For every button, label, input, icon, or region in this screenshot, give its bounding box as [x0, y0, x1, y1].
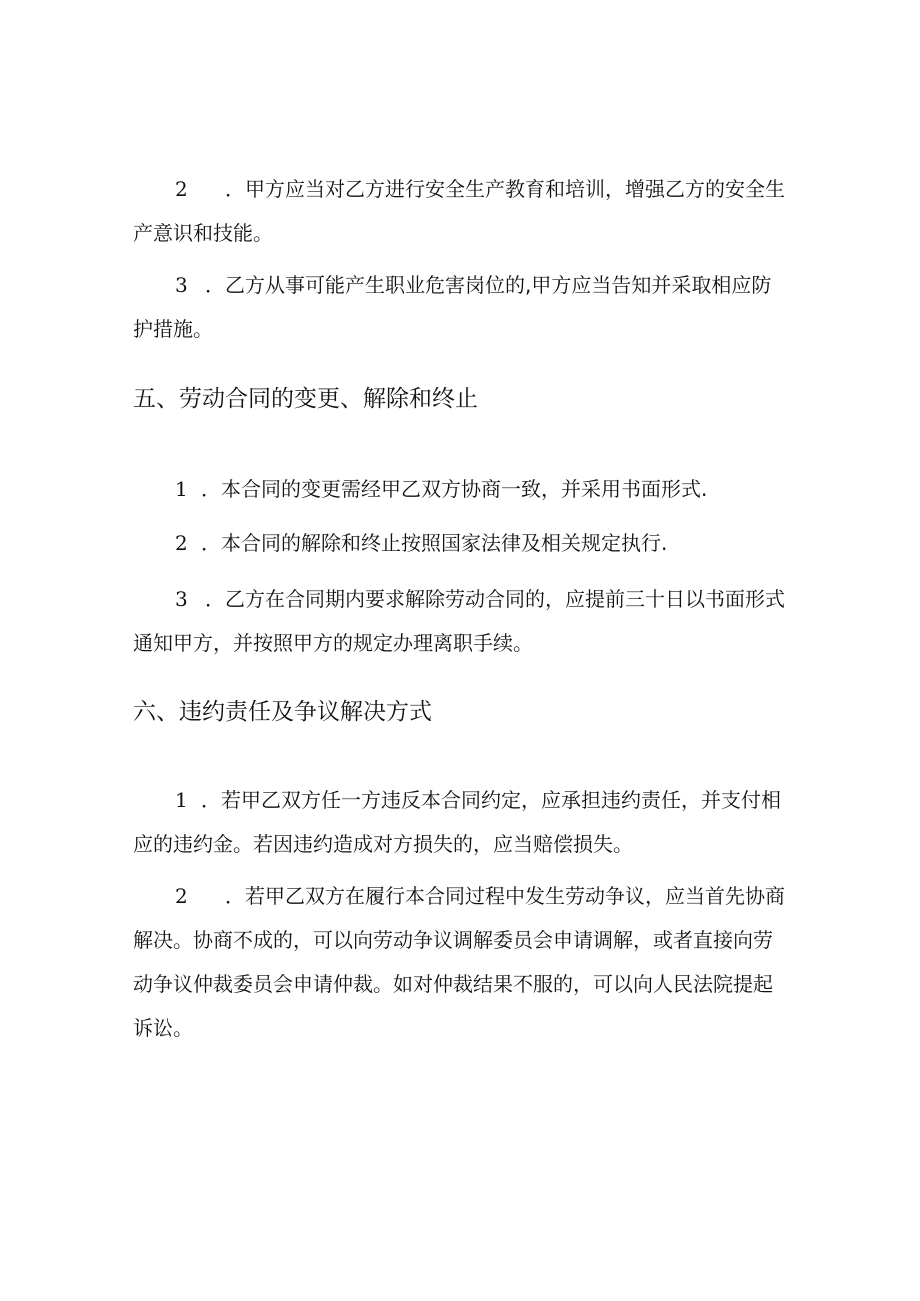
- clause-number: 2: [175, 177, 188, 201]
- clause-text-line: 产意识和技能。: [133, 221, 273, 245]
- clause-text-line: ．若甲乙双方在履行本合同过程中发生劳动争议，应当首先协商: [225, 884, 785, 908]
- clause-text-line: 动争议仲裁委员会申请仲裁。如对仲裁结果不服的，可以向人民法院提起: [133, 972, 773, 996]
- clause-text-line: ．本合同的解除和终止按照国家法律及相关规定执行.: [201, 531, 668, 555]
- clause-text-line: ．本合同的变更需经甲乙双方协商一致，并采用书面形式.: [201, 477, 708, 501]
- clause-number: 3: [175, 587, 188, 611]
- clause-number: 2: [175, 884, 188, 908]
- section-heading-contract-change: 五、劳动合同的变更、解除和终止: [133, 386, 478, 412]
- clause-text-line: ．若甲乙双方任一方违反本合同约定，应承担违约责任，并支付相: [201, 788, 781, 812]
- clause-text-line: ．乙方从事可能产生职业危害岗位的,甲方应当告知并采取相应防: [205, 273, 772, 297]
- clause-text-line: 护措施。: [133, 317, 213, 341]
- clause-text-line: ．乙方在合同期内要求解除劳动合同的，应提前三十日以书面形式: [205, 587, 785, 611]
- clause-number: 2: [175, 531, 188, 555]
- clause-text-line: ．甲方应当对乙方进行安全生产教育和培训，增强乙方的安全生: [225, 177, 785, 201]
- clause-number: 3: [175, 273, 188, 297]
- clause-number: 1: [175, 477, 188, 501]
- clause-text-line: 解决。协商不成的，可以向劳动争议调解委员会申请调解，或者直接向劳: [133, 928, 773, 952]
- clause-number: 1: [175, 788, 188, 812]
- clause-text-line: 通知甲方，并按照甲方的规定办理离职手续。: [133, 631, 533, 655]
- section-heading-breach-liability: 六、违约责任及争议解决方式: [133, 699, 432, 725]
- clause-text-line: 诉讼。: [133, 1016, 193, 1040]
- clause-text-line: 应的违约金。若因违约造成对方损失的，应当赔偿损失。: [133, 832, 633, 856]
